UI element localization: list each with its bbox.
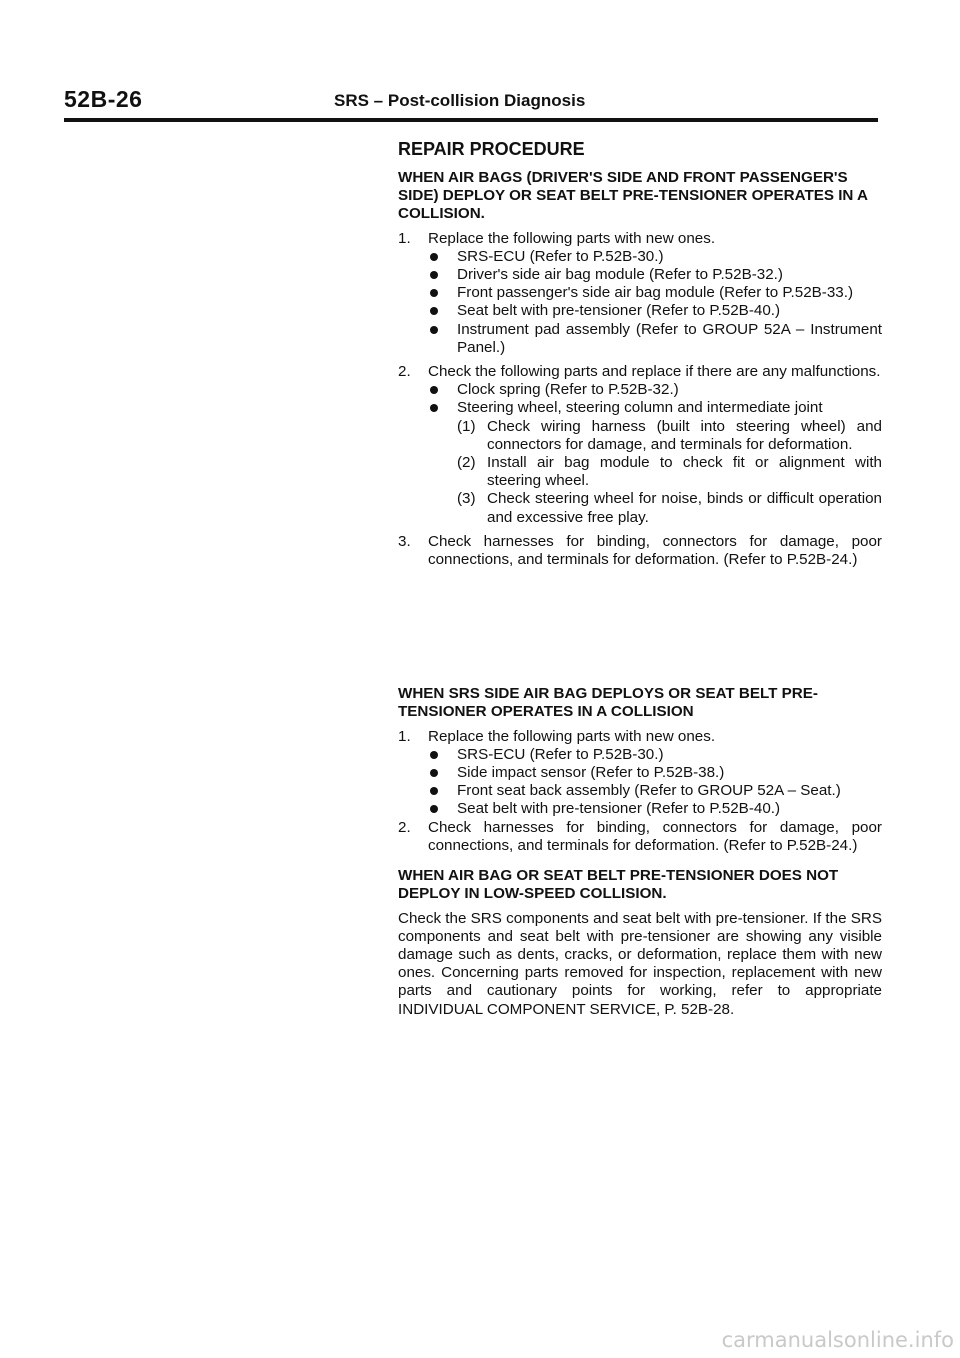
sub-step-number: (2) <box>457 454 476 472</box>
bullet-item <box>428 782 882 800</box>
step-item <box>398 819 882 855</box>
bullet-text: Seat belt with pre-tensioner (Refer to P.52B-40.) <box>457 800 781 818</box>
bullet-item <box>428 248 882 266</box>
step-number: 3. <box>398 532 411 550</box>
repair-procedure <box>398 138 882 1027</box>
section-no-deploy <box>398 867 882 1019</box>
bullet-list <box>428 381 882 527</box>
bullet-icon <box>430 386 438 394</box>
bullet-item <box>428 266 882 284</box>
bullet-text: Steering wheel, steering column and intermediate joint <box>457 399 823 417</box>
bullet-icon <box>430 769 438 777</box>
bullet-text: Front seat back assembly (Refer to GROUP 52A – Seat.) <box>457 782 841 800</box>
sub-step-text: Install air bag module to check fit or alignment with steering wheel. <box>487 454 882 490</box>
bullet-text: SRS-ECU (Refer to P.52B-30.) <box>457 247 664 265</box>
page-header <box>64 86 878 118</box>
bullet-icon <box>430 326 438 334</box>
bullet-icon <box>430 271 438 279</box>
step-number: 2. <box>398 818 411 836</box>
bullet-text: Driver's side air bag module (Refer to P.52B-32.) <box>457 266 783 284</box>
watermark: carmanualsonline.info <box>721 1328 954 1352</box>
step-text: Check the following parts and replace if there are any malfunctions. <box>428 363 881 381</box>
sub-step-item <box>457 418 882 454</box>
bullet-text: Seat belt with pre-tensioner (Refer to P.52B-40.) <box>457 302 781 320</box>
bullet-icon <box>430 289 438 297</box>
repair-procedure-title: REPAIR PROCEDURE <box>398 139 585 159</box>
step-text: Replace the following parts with new ones. <box>428 229 716 247</box>
section-heading: WHEN SRS SIDE AIR BAG DEPLOYS OR SEAT BELT PRE-TENSIONER OPERATES IN A COLLISION <box>398 685 818 721</box>
header-rule <box>64 118 878 122</box>
step-item <box>398 230 882 357</box>
sub-step-item <box>457 454 882 490</box>
bullet-text: Clock spring (Refer to P.52B-32.) <box>457 381 679 399</box>
step-text: Check harnesses for binding, connectors for damage, poor connections, and terminals for deformation. (Refer to P.52B-24.) <box>428 532 882 569</box>
bullet-item <box>428 800 882 818</box>
section-side-airbag-deploy <box>398 685 882 855</box>
bullet-item <box>428 746 882 764</box>
bullet-text: Instrument pad assembly (Refer to GROUP 52A – Instrument Panel.) <box>457 320 882 356</box>
step-number: 2. <box>398 363 411 381</box>
bullet-text: Front passenger's side air bag module (Refer to P.52B-33.) <box>457 284 854 302</box>
sub-step-text: Check steering wheel for noise, binds or difficult operation and excessive free play. <box>487 490 882 526</box>
step-item <box>398 363 882 527</box>
blank-space <box>398 577 882 685</box>
sub-step-number: (3) <box>457 490 476 508</box>
bullet-item <box>428 764 882 782</box>
step-list <box>398 728 882 855</box>
sub-step-item <box>457 490 882 526</box>
section-airbag-deploy <box>398 169 882 569</box>
bullet-text: Side impact sensor (Refer to P.52B-38.) <box>457 764 725 782</box>
bullet-icon <box>430 307 438 315</box>
bullet-icon <box>430 805 438 813</box>
section-title: SRS – Post-collision Diagnosis <box>334 91 586 110</box>
bullet-item <box>428 399 882 526</box>
step-list <box>398 230 882 570</box>
bullet-list <box>428 248 882 357</box>
instruction-paragraph: Check the SRS components and seat belt with pre-tensioner. If the SRS components and seat belt with pre-tensioner are showing any visible damage such as dents, cracks, or deformation, replace them with new ones. Concerning parts removed for inspection, replacement with new parts and cautionary points for working, refer to appropriate INDIVIDUAL COMPONENT SERVICE, P. 52B-28. <box>398 909 882 1018</box>
bullet-list <box>428 746 882 819</box>
page-number: 52B-26 <box>64 86 143 112</box>
step-item <box>398 533 882 569</box>
bullet-item <box>428 302 882 320</box>
bullet-text: SRS-ECU (Refer to P.52B-30.) <box>457 745 664 763</box>
sub-step-list <box>457 418 882 527</box>
step-number: 1. <box>398 727 411 745</box>
bullet-icon <box>430 404 438 412</box>
bullet-item <box>428 321 882 357</box>
section-heading: WHEN AIR BAG OR SEAT BELT PRE-TENSIONER DOES NOT DEPLOY IN LOW-SPEED COLLISION. <box>398 867 839 903</box>
bullet-item <box>428 284 882 302</box>
bullet-icon <box>430 787 438 795</box>
sub-step-number: (1) <box>457 417 476 435</box>
sub-step-text: Check wiring harness (built into steering wheel) and connectors for damage, and terminals for deformation. <box>487 417 882 453</box>
step-text: Check harnesses for binding, connectors for damage, poor connections, and terminals for deformation. (Refer to P.52B-24.) <box>428 818 882 854</box>
step-text: Replace the following parts with new ones. <box>428 727 716 745</box>
bullet-item <box>428 381 882 399</box>
bullet-icon <box>430 253 438 261</box>
step-item <box>398 728 882 819</box>
step-number: 1. <box>398 229 411 247</box>
section-heading: WHEN AIR BAGS (DRIVER'S SIDE AND FRONT PASSENGER'S SIDE) DEPLOY OR SEAT BELT PRE-TENSIONER OPERATES IN A COLLISION. <box>398 169 868 223</box>
bullet-icon <box>430 751 438 759</box>
